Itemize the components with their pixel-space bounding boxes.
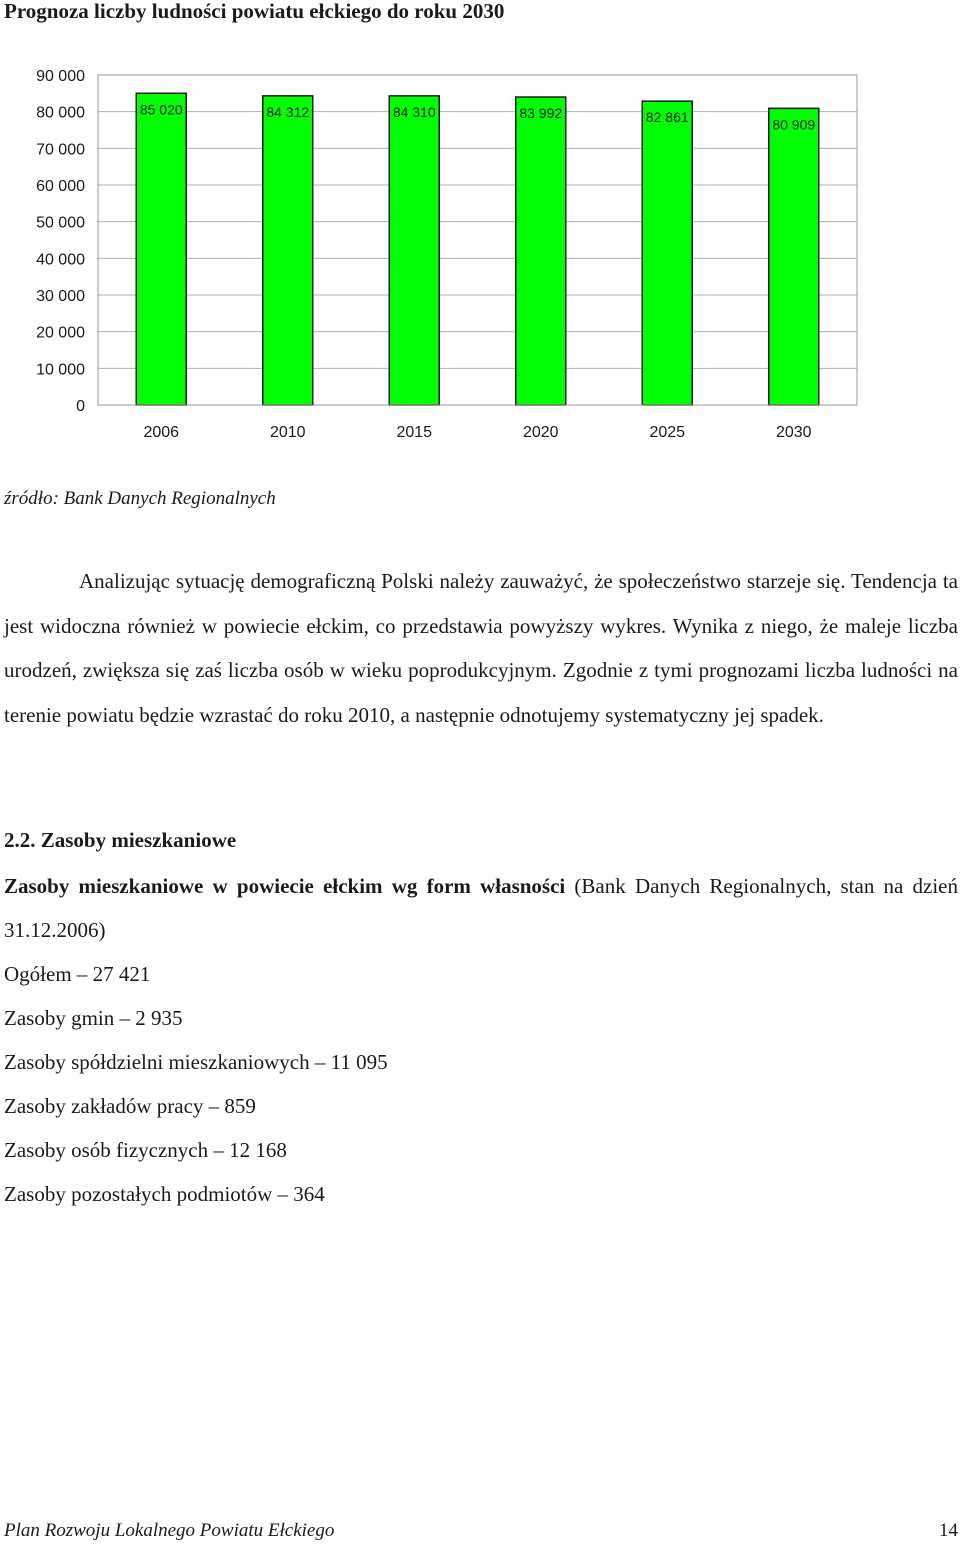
bar-data-labels (140, 101, 816, 132)
chart-title: Prognoza liczby ludności powiatu ełckiego do roku 2030 (4, 0, 505, 23)
bar (516, 97, 566, 405)
bar (769, 108, 819, 405)
x-tick-label: 2030 (775, 424, 812, 441)
y-axis-tick-labels (36, 68, 85, 415)
y-tick-label: 30 000 (36, 288, 85, 305)
page-number: 14 (939, 1520, 958, 1541)
y-tick-label: 50 000 (36, 214, 85, 232)
y-tick-label: 10 000 (36, 361, 85, 379)
bars (136, 93, 819, 405)
gridlines (98, 112, 857, 369)
x-tick-label: 2020 (522, 424, 559, 441)
bar (642, 101, 692, 405)
housing-stock-list (4, 952, 388, 1216)
y-tick-label: 90 000 (36, 68, 85, 85)
population-bar-chart (0, 55, 880, 455)
y-tick-label: 60 000 (36, 178, 85, 195)
housing-intro-source: (Bank Danych Regionalnych, stan na dzień 31.12.2006) (4, 874, 958, 942)
footer-document-title: Plan Rozwoju Lokalnego Powiatu Ełckiego (4, 1520, 335, 1541)
y-tick-label: 70 000 (36, 141, 85, 159)
bar-data-label: 80 909 (772, 116, 816, 133)
chart-source-note: źródło: Bank Danych Regionalnych (4, 488, 276, 509)
bar (263, 96, 313, 405)
y-tick-label: 20 000 (36, 324, 85, 342)
analysis-paragraph: Analizując sytuację demograficzną Polski należy zauważyć, że społeczeństwo starzeje się. Tendencja ta jest widoczna również w powiecie ełckim, co przedstawia powyższy wykres. Wynika z niego, że maleje liczba urodzeń, zwiększa się zaś liczba osób w wieku poprodukcyjnym. Zgodnie z tymi prognozami liczba ludności na terenie powiatu będzie wzrastać do roku 2010, a następnie odnotujemy systematyczny jej spadek. (4, 569, 958, 727)
bar-data-label: 82 861 (645, 109, 689, 126)
y-tick-label: 40 000 (36, 251, 85, 269)
bar (136, 93, 186, 405)
x-tick-label: 2010 (269, 424, 306, 441)
y-tick-label: 80 000 (36, 104, 85, 122)
list-item: Zasoby gmin – 2 935 (4, 1006, 183, 1030)
x-tick-label: 2015 (396, 424, 433, 441)
bar-data-label: 83 992 (519, 105, 563, 122)
bar-data-label: 84 312 (266, 103, 310, 120)
x-tick-label: 2006 (143, 424, 180, 441)
list-item: Zasoby osób fizycznych – 12 168 (4, 1138, 287, 1162)
y-tick-label: 0 (76, 398, 85, 415)
list-item: Zasoby pozostałych podmiotów – 364 (4, 1182, 325, 1206)
housing-intro-bold: Zasoby mieszkaniowe w powiecie ełckim wg form własności (4, 874, 566, 898)
list-item: Ogółem – 27 421 (4, 962, 151, 986)
list-item: Zasoby spółdzielni mieszkaniowych – 11 095 (4, 1050, 388, 1074)
bar-data-label: 85 020 (139, 101, 183, 118)
bar (389, 96, 439, 405)
list-item: Zasoby zakładów pracy – 859 (4, 1094, 256, 1118)
bar-data-label: 84 310 (392, 103, 436, 120)
x-axis-tick-labels (143, 424, 811, 441)
x-tick-label: 2025 (649, 424, 686, 441)
plot-area-frame (98, 75, 857, 405)
section-heading: 2.2. Zasoby mieszkaniowe (4, 828, 237, 852)
housing-intro (4, 864, 958, 952)
